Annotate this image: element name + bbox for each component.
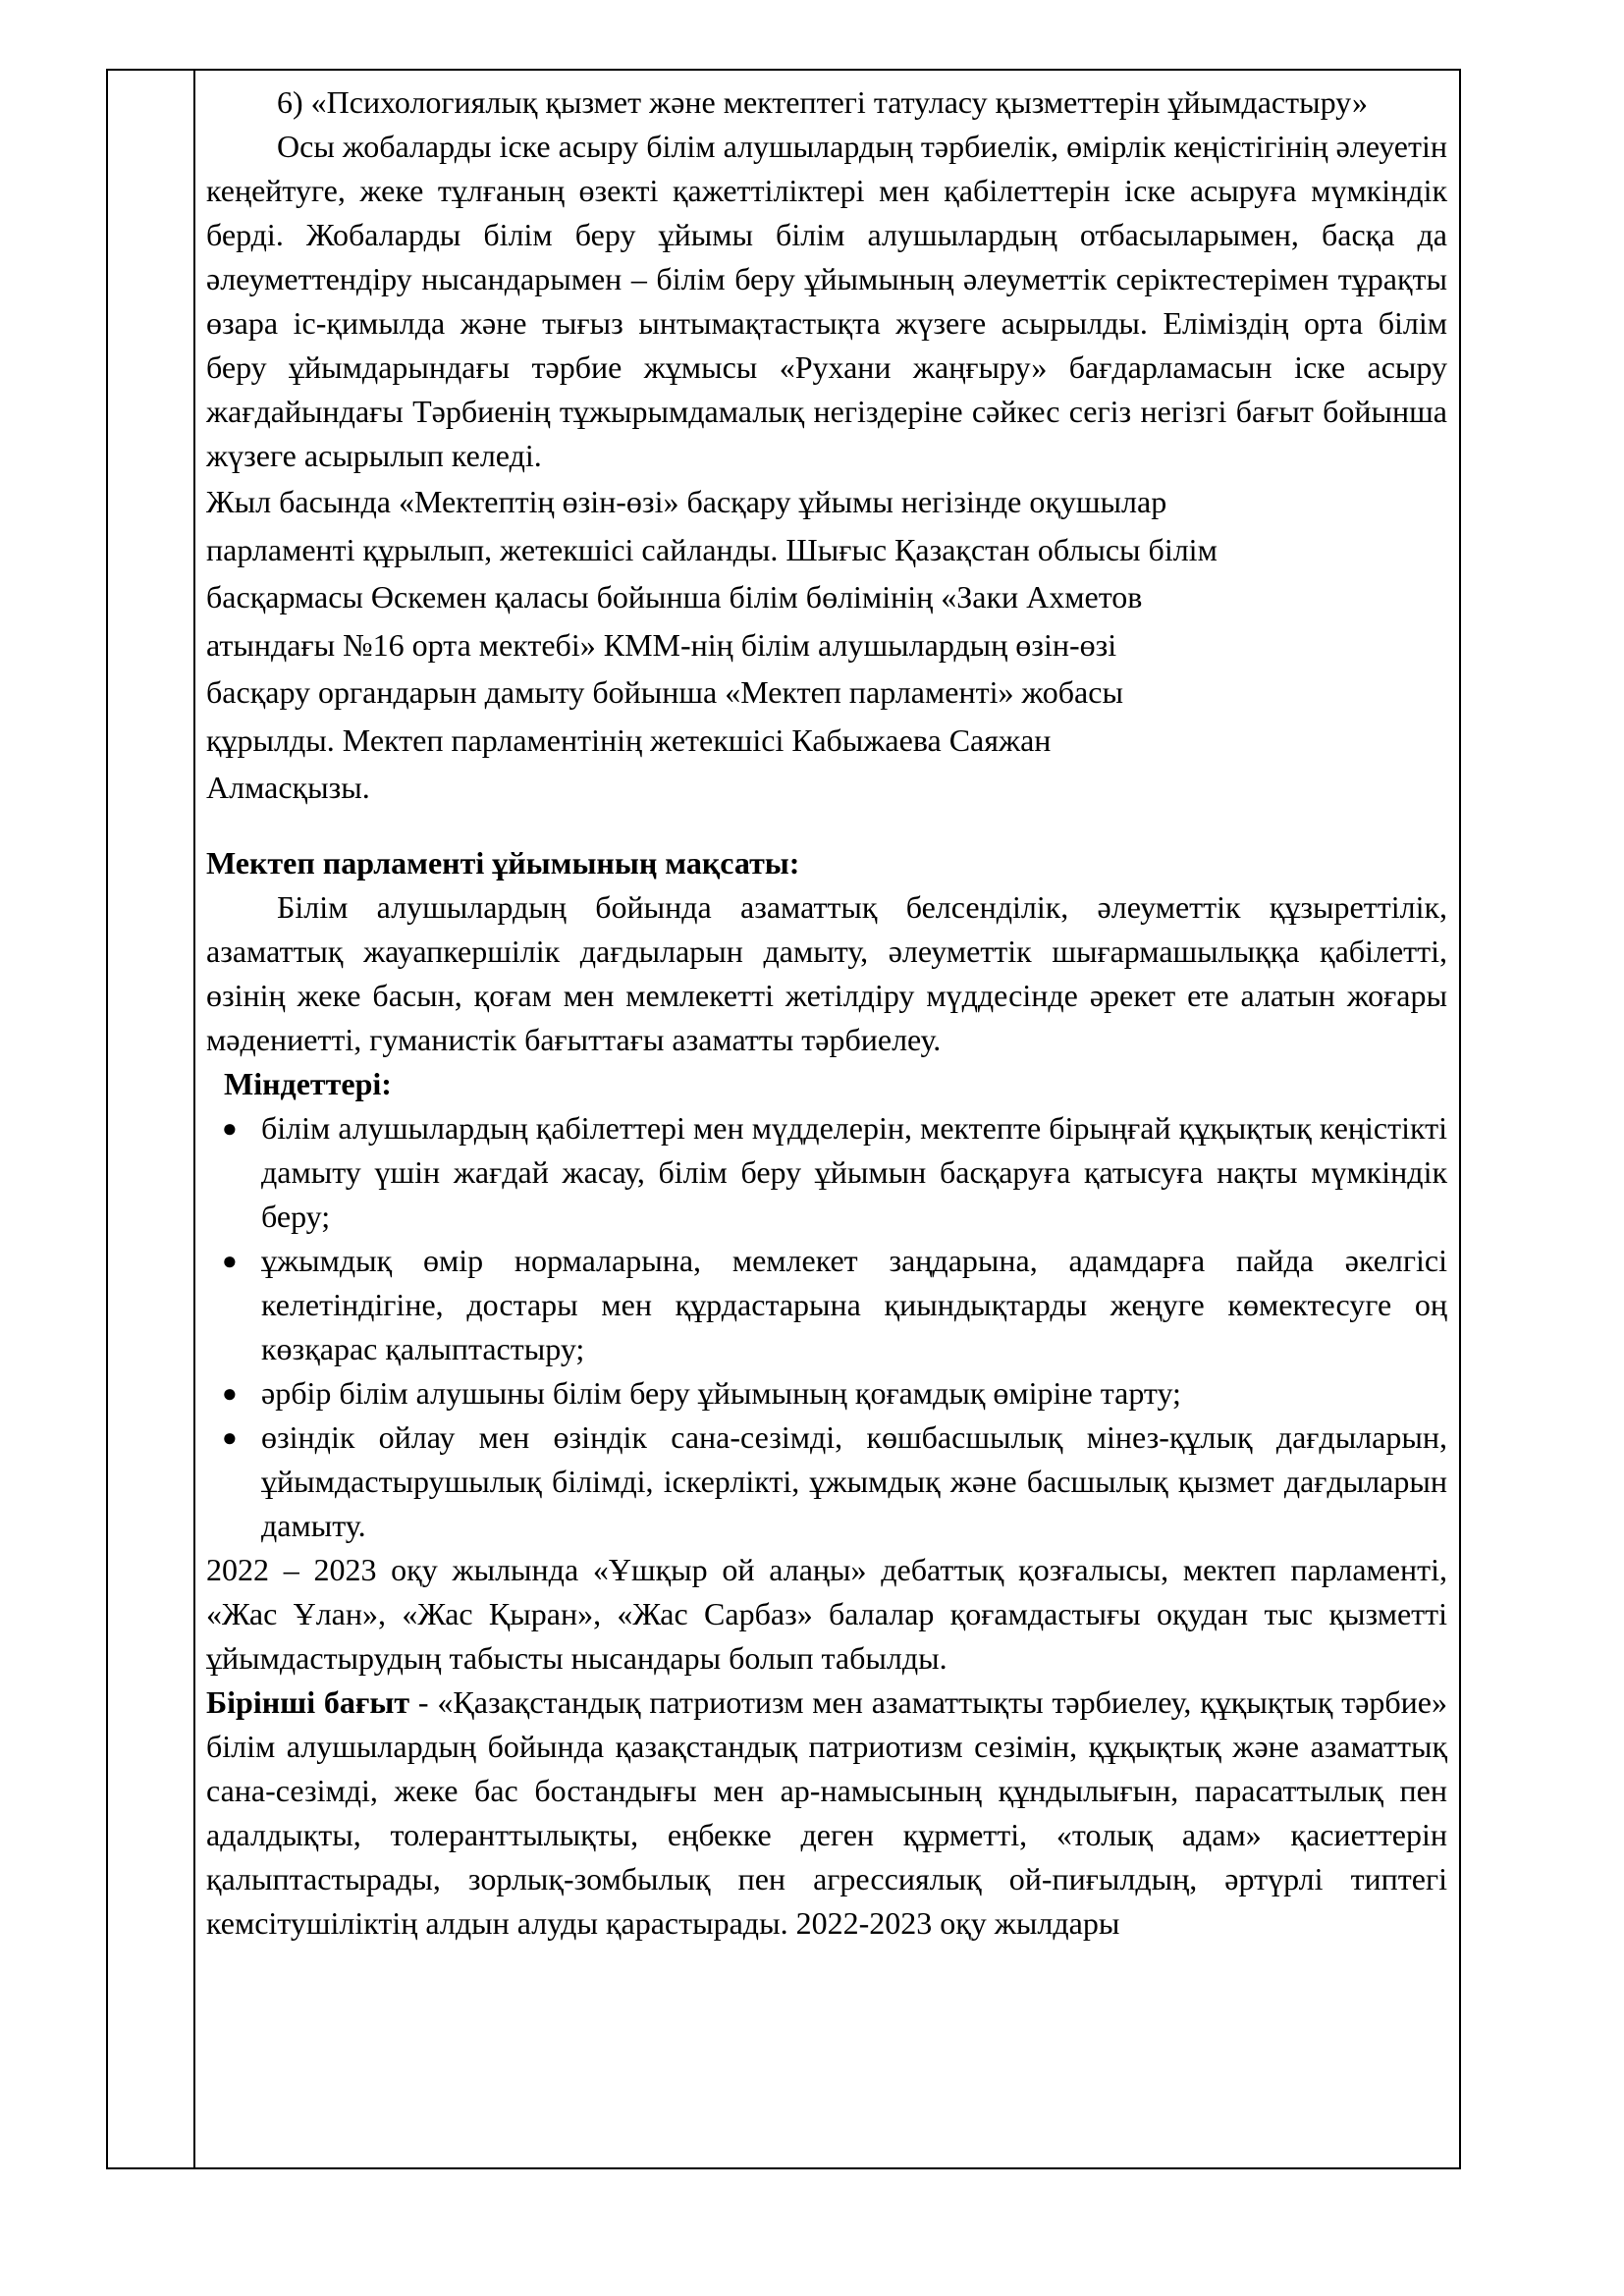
task-text: білім алушылардың қабілеттері мен мүдделерін, мектепте бірыңғай құқықтық кеңістікті дамыту үшін жағдай жасау, білім беру ұйымын басқаруға қатысуға нақты мүмкіндік беру;: [261, 1109, 1447, 1234]
project-item-6: 6) «Психологиялық қызмет және мектептегі татуласу қызметтерін ұйымдастыру»: [277, 84, 1368, 120]
list-item: [206, 1371, 1447, 1415]
parliament-line: Алмасқызы.: [206, 770, 370, 805]
parliament-line: парламенті құрылып, жетекшісі сайланды. Шығыс Қазақстан облысы білім: [206, 531, 1218, 567]
parliament-line: басқармасы Өскемен қаласы бойынша білім бөлімінің «Заки Ахметов: [206, 579, 1143, 614]
task-text: өзіндік ойлау мен өзіндік сана-сезімді, көшбасшылық мінез-құлық дағдыларын, ұйымдастырушылық білімді, іскерлікті, ұжымдық және басшылық қызмет дағдыларын дамыту.: [261, 1418, 1447, 1543]
bullet-icon: ●: [222, 1422, 238, 1452]
parliament-paragraph: [206, 478, 1447, 812]
tasks-list: [206, 1106, 1447, 1548]
table-content-cell: [206, 80, 1447, 1946]
task-text: ұжымдық өмір нормаларына, мемлекет заңдарына, адамдарға пайда әкелгісі келетіндігіне, достары мен құрдастарына қиындықтарды жеңуге көмектесуге оң көзқарас қалыптастыру;: [261, 1242, 1447, 1366]
spacer: [206, 812, 1447, 841]
bullet-icon: ●: [222, 1378, 238, 1408]
parliament-line: Жыл басында «Мектептің өзін-өзі» басқару ұйымы негізінде оқушылар: [206, 484, 1167, 519]
first-direction-label: Бірінші бағыт: [206, 1683, 410, 1720]
activities-paragraph: 2022 – 2023 оқу жылында «Ұшқыр ой алаңы» дебаттық қозғалысы, мектеп парламенті, «Жас Ұлан», «Жас Қыран», «Жас Сарбаз» балалар қоғамдастығы оқудан тыс қызметті ұйымдастырудың табысты нысандары болып табылды.: [206, 1551, 1447, 1676]
first-direction-text: - «Қазақстандық патриотизм мен азаматтықты тәрбиелеу, құқықтық тәрбие» білім алушылардың бойында қазақстандық патриотизм сезімін, құқықтық және азаматтық сана-сезімді, жеке бас бостандығы мен ар-намысының құндылығын, парасаттылық пен адалдықты, толеранттылықты, еңбекке деген құрметті, «толық адам» қасиеттерін қалыптастырады, зорлық-зомбылық пен агрессиялық ой-пиғылдың, әртүрлі типтегі кемсітушіліктің алдын алуды қарастырады. 2022-2023 оқу жылдары: [206, 1683, 1448, 1941]
list-item: [206, 1415, 1447, 1548]
column-divider: [193, 71, 195, 2167]
list-item: [206, 1106, 1447, 1239]
parliament-line: атындағы №16 орта мектебі» КММ-нің білім алушылардың өзін-өзі: [206, 626, 1117, 663]
document-table: [106, 69, 1461, 2169]
intro-paragraph: Осы жобаларды іске асыру білім алушылардың тәрбиелік, өмірлік кеңістігінің әлеуетін кеңейтуге, жеке тұлғаның өзекті қажеттіліктері мен қабілеттерін іске асыруға мүмкіндік берді. Жобаларды білім беру ұйымы білім алушылардың отбасыларымен, басқа да әлеуметтендіру нысандарымен – білім беру ұйымының әлеуметтік серіктестерімен тұрақты өзара іс-қимылда және тығыз ынтымақтастықта жүзеге асырылды. Еліміздің орта білім беру ұйымдарындағы тәрбие жұмысы «Рухани жаңғыру» бағдарламасын іске асыру жағдайындағы Тәрбиенің тұжырымдамалық негіздеріне сәйкес сегіз негізгі бағыт бойынша жүзеге асырылып келеді.: [206, 129, 1447, 473]
tasks-heading: Міндеттері:: [224, 1065, 392, 1101]
goal-heading: Мектеп парламенті ұйымының мақсаты:: [206, 844, 800, 881]
bullet-icon: ●: [222, 1113, 238, 1143]
goal-paragraph: Білім алушылардың бойында азаматтық белсенділік, әлеуметтік құзыреттілік, азаматтық жауапкершілік дағдыларын дамыту, әлеуметтік шығармашылыққа қабілетті, өзінің жеке басын, қоғам мен мемлекетті жетілдіру мүддесінде әрекет ете алатын жоғары мәдениетті, гуманистік бағыттағы азаматты тәрбиелеу.: [206, 888, 1447, 1057]
first-direction-paragraph: [206, 1681, 1447, 1946]
parliament-line: құрылды. Мектеп парламентінің жетекшісі Кабыжаева Саяжан: [206, 721, 1052, 758]
parliament-line: басқару органдарын дамыту бойынша «Мектеп парламенті» жобасы: [206, 674, 1123, 710]
bullet-icon: ●: [222, 1246, 238, 1275]
task-text: әрбір білім алушыны білім беру ұйымының қоғамдық өміріне тарту;: [261, 1374, 1181, 1411]
list-item: [206, 1239, 1447, 1371]
